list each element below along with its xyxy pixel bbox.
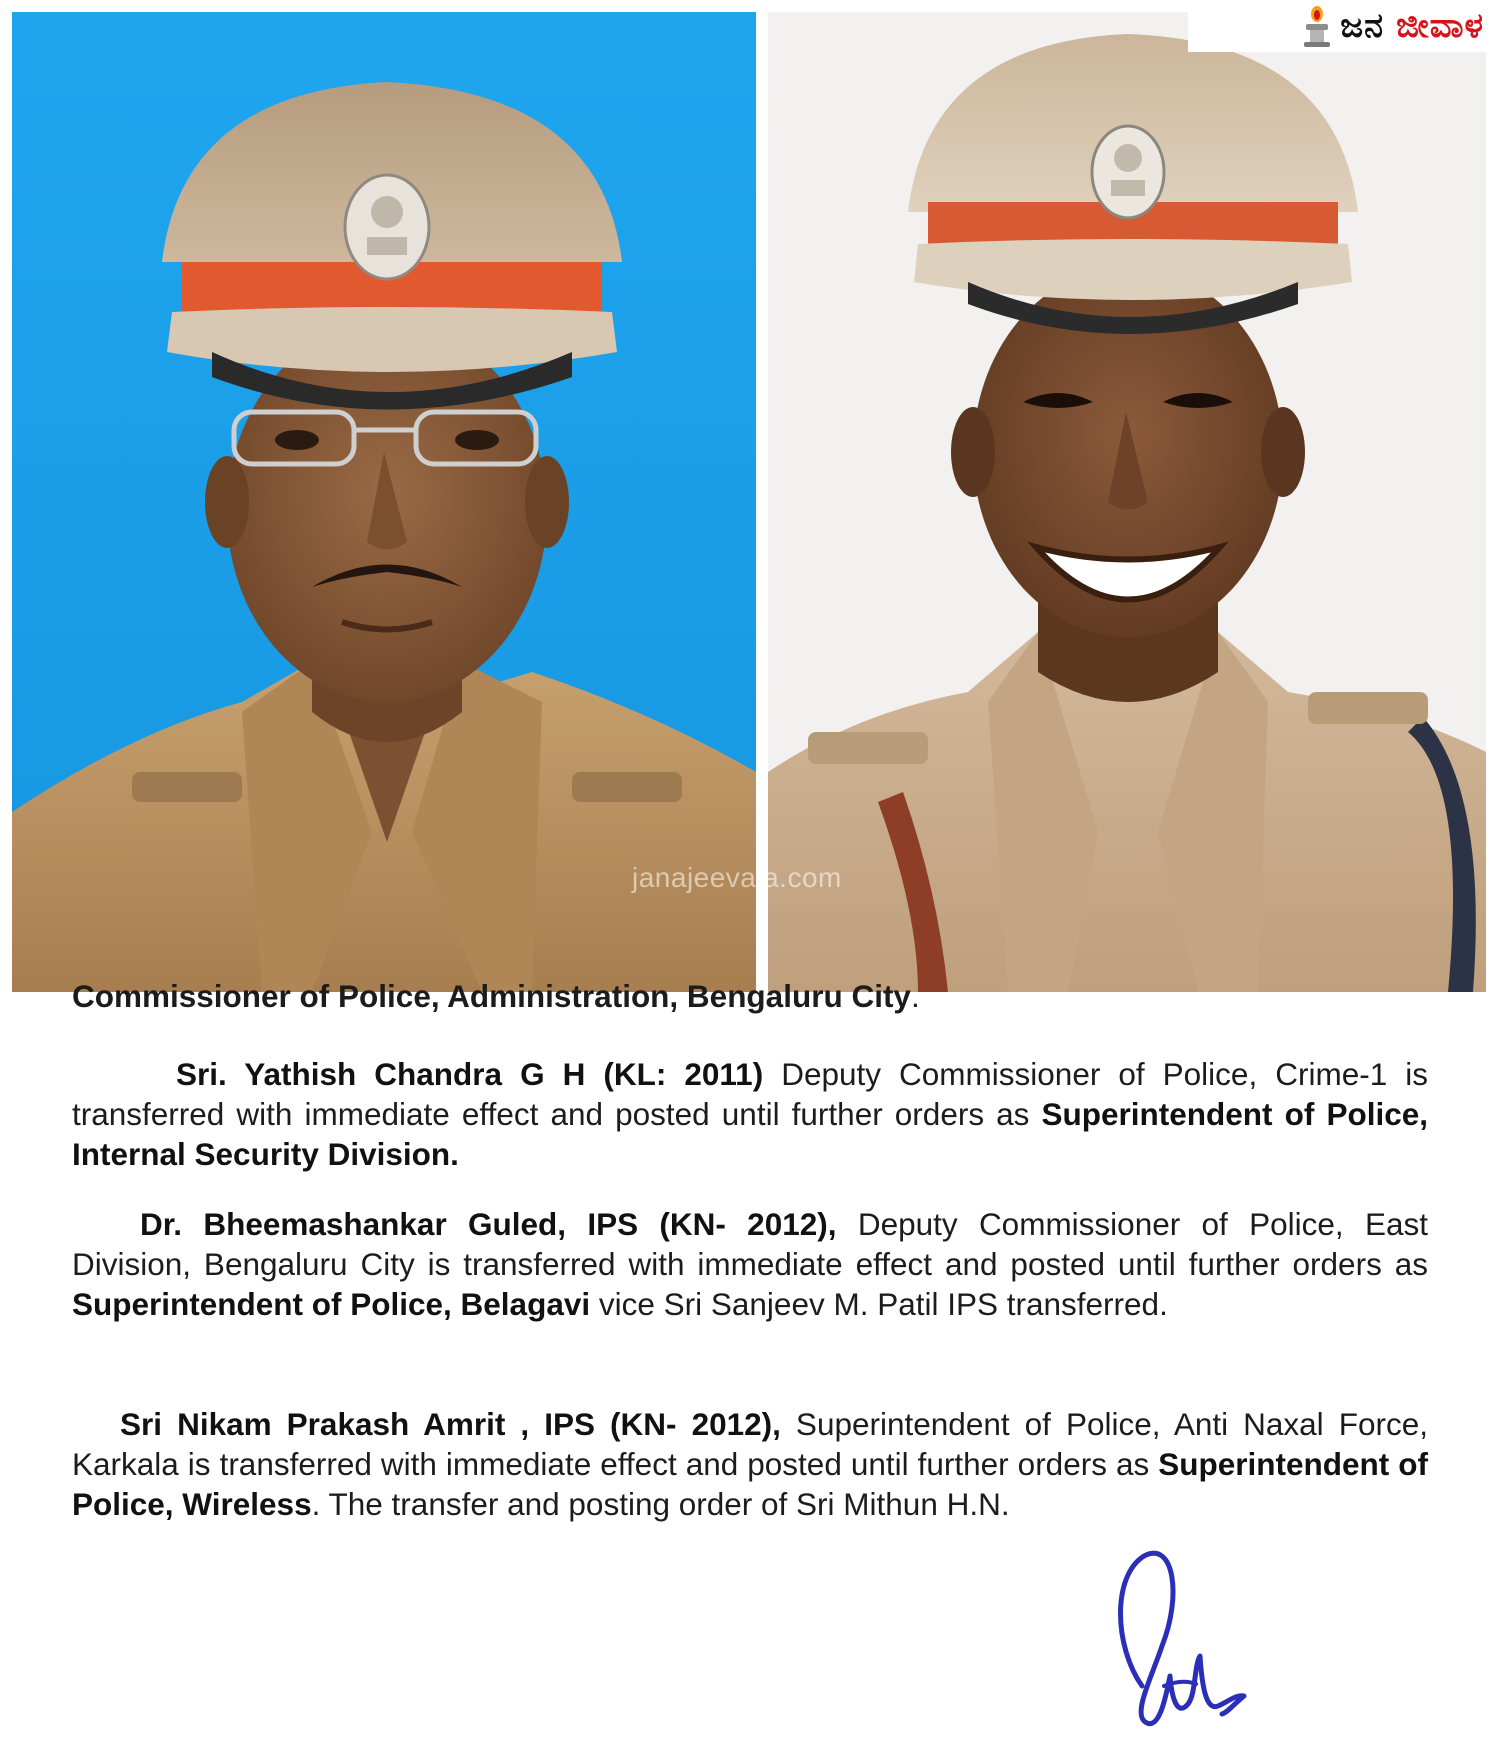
cut-off-line-text: Commissioner of Police, Administration, Bengaluru City [72, 984, 911, 1014]
officer-portrait-right [768, 12, 1486, 992]
paragraph-text: Superintendent of Police, Anti Naxal Force, Karkala is transferred with immediate effect and posted until further orders as [72, 1406, 1429, 1482]
cut-off-line [72, 984, 920, 1020]
order-paragraph [72, 1204, 1428, 1324]
lamp-icon [1300, 4, 1334, 48]
officer-name: Sri Nikam Prakash Amrit , IPS (KN- 2012), [120, 1406, 781, 1442]
site-logo [1188, 0, 1490, 52]
paragraph-text: vice Sri Sanjeev M. Patil IPS transferred. [590, 1286, 1168, 1322]
new-posting: Superintendent of Police, Internal Security Division. [72, 1096, 1428, 1172]
paragraph-text: Deputy Commissioner of Police, East Division, Bengaluru City is transferred with immediate effect and posted until further orders as [72, 1206, 1428, 1282]
watermark: janajeevala.com [632, 862, 842, 893]
order-paragraph [72, 1404, 1428, 1524]
logo-text-accent: ಜೀವಾಳ [1396, 6, 1484, 46]
signature [1104, 1536, 1264, 1736]
paragraph-text: . The transfer and posting order of Sri Mithun H.N. [311, 1486, 1010, 1522]
new-posting: Superintendent of Police, Wireless [72, 1446, 1428, 1522]
officer-name: Sri. Yathish Chandra G H (KL: 2011) [176, 1056, 764, 1092]
new-posting: Superintendent of Police, Belagavi [72, 1286, 591, 1322]
officer-name: Dr. Bheemashankar Guled, IPS (KN- 2012), [140, 1206, 837, 1242]
officer-photo-left [12, 12, 756, 992]
officer-portrait-left [12, 12, 756, 992]
cut-off-line-end: . [910, 984, 920, 1014]
order-paragraph [72, 1054, 1428, 1174]
paragraph-text: Deputy Commissioner of Police, Crime-1 is transferred with immediate effect and posted until further orders as [72, 1056, 1428, 1132]
officer-photo-right [768, 12, 1486, 992]
logo-text-primary: ಜನ [1340, 6, 1385, 46]
